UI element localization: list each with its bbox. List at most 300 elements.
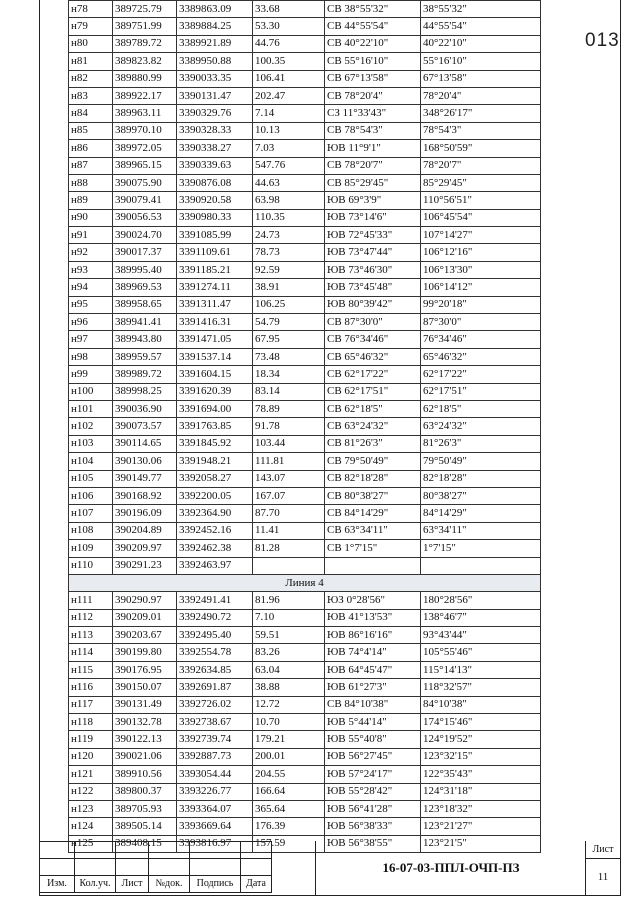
rhumb-cell: ЮВ 80°39'42" <box>325 296 421 313</box>
x-cell: 389910.56 <box>113 766 177 783</box>
point-cell: н100 <box>69 383 113 400</box>
azimuth-cell: 62°17'22" <box>421 366 541 383</box>
point-cell: н81 <box>69 53 113 70</box>
sheet-box <box>585 841 620 895</box>
distance-cell: 157.59 <box>253 835 325 852</box>
point-cell: н108 <box>69 522 113 539</box>
y-cell: 3389863.09 <box>177 1 253 18</box>
table-row <box>69 470 541 487</box>
rhumb-cell: СВ 62°18'5" <box>325 400 421 417</box>
table-row <box>69 140 541 157</box>
point-cell: н86 <box>69 140 113 157</box>
table-row <box>69 748 541 765</box>
x-cell: 390130.06 <box>113 453 177 470</box>
rhumb-cell: ЮВ 55°40'8" <box>325 731 421 748</box>
table-row <box>69 627 541 644</box>
x-cell: 389705.93 <box>113 800 177 817</box>
x-cell: 389751.99 <box>113 18 177 35</box>
point-cell: н102 <box>69 418 113 435</box>
sheet-label: Лист <box>586 841 620 859</box>
distance-cell: 106.25 <box>253 296 325 313</box>
point-cell: н111 <box>69 592 113 609</box>
point-cell: н85 <box>69 122 113 139</box>
distance-cell: 38.88 <box>253 679 325 696</box>
rhumb-cell: ЮВ 73°46'30" <box>325 261 421 278</box>
table-row <box>69 122 541 139</box>
table-row <box>69 174 541 191</box>
point-cell: н112 <box>69 609 113 626</box>
stamp-label-ndok: №док. <box>149 876 190 893</box>
x-cell: 390021.06 <box>113 748 177 765</box>
distance-cell: 7.03 <box>253 140 325 157</box>
x-cell: 389969.53 <box>113 279 177 296</box>
distance-cell <box>253 557 325 574</box>
distance-cell: 100.35 <box>253 53 325 70</box>
point-cell: н78 <box>69 1 113 18</box>
distance-cell: 38.91 <box>253 279 325 296</box>
section-title: Линия 4 <box>69 574 541 591</box>
y-cell: 3391471.05 <box>177 331 253 348</box>
point-cell: н98 <box>69 348 113 365</box>
table-row <box>69 522 541 539</box>
x-cell: 389941.41 <box>113 314 177 331</box>
x-cell: 389725.79 <box>113 1 177 18</box>
rhumb-cell: ЮВ 56°27'45" <box>325 748 421 765</box>
y-cell: 3391604.15 <box>177 366 253 383</box>
azimuth-cell: 55°16'10" <box>421 53 541 70</box>
rhumb-cell: СВ 62°17'51" <box>325 383 421 400</box>
x-cell: 390122.13 <box>113 731 177 748</box>
distance-cell: 24.73 <box>253 227 325 244</box>
rhumb-cell: СВ 63°34'11" <box>325 522 421 539</box>
y-cell: 3391948.21 <box>177 453 253 470</box>
point-cell: н122 <box>69 783 113 800</box>
table-row <box>69 157 541 174</box>
distance-cell: 7.14 <box>253 105 325 122</box>
rhumb-cell: СВ 81°26'3" <box>325 435 421 452</box>
distance-cell: 63.04 <box>253 661 325 678</box>
table-row <box>69 279 541 296</box>
coordinates-table-body <box>69 1 541 853</box>
distance-cell: 44.63 <box>253 174 325 191</box>
x-cell: 389922.17 <box>113 87 177 104</box>
point-cell: н109 <box>69 540 113 557</box>
table-row <box>69 644 541 661</box>
distance-cell: 83.26 <box>253 644 325 661</box>
y-cell: 3391311.47 <box>177 296 253 313</box>
azimuth-cell: 62°18'5" <box>421 400 541 417</box>
point-cell: н96 <box>69 314 113 331</box>
x-cell: 389958.65 <box>113 296 177 313</box>
y-cell: 3390920.58 <box>177 192 253 209</box>
point-cell: н91 <box>69 227 113 244</box>
y-cell: 3392691.87 <box>177 679 253 696</box>
x-cell: 389970.10 <box>113 122 177 139</box>
table-row <box>69 731 541 748</box>
azimuth-cell: 99°20'18" <box>421 296 541 313</box>
table-row <box>69 679 541 696</box>
point-cell: н113 <box>69 627 113 644</box>
x-cell: 390196.09 <box>113 505 177 522</box>
stamp-label-list: Лист <box>116 876 149 893</box>
table-row <box>69 592 541 609</box>
azimuth-cell: 80°38'27" <box>421 487 541 504</box>
rhumb-cell: ЮВ 73°47'44" <box>325 244 421 261</box>
x-cell: 389800.37 <box>113 783 177 800</box>
distance-cell: 103.44 <box>253 435 325 452</box>
y-cell: 3389921.89 <box>177 35 253 52</box>
distance-cell: 106.41 <box>253 70 325 87</box>
rhumb-cell: ЮВ 11°9'1" <box>325 140 421 157</box>
y-cell: 3392200.05 <box>177 487 253 504</box>
point-cell: н117 <box>69 696 113 713</box>
point-cell: н115 <box>69 661 113 678</box>
y-cell: 3390339.63 <box>177 157 253 174</box>
rhumb-cell: СВ 67°13'58" <box>325 70 421 87</box>
x-cell: 389998.25 <box>113 383 177 400</box>
x-cell: 390291.23 <box>113 557 177 574</box>
table-row <box>69 70 541 87</box>
distance-cell: 33.68 <box>253 1 325 18</box>
rhumb-cell: ЮВ 61°27'3" <box>325 679 421 696</box>
distance-cell: 7.10 <box>253 609 325 626</box>
point-cell: н118 <box>69 714 113 731</box>
point-cell: н88 <box>69 174 113 191</box>
rhumb-cell: СВ 79°50'49" <box>325 453 421 470</box>
point-cell: н101 <box>69 400 113 417</box>
point-cell: н103 <box>69 435 113 452</box>
rhumb-cell: СВ 84°10'38" <box>325 696 421 713</box>
distance-cell: 83.14 <box>253 383 325 400</box>
rhumb-cell: ЮВ 86°16'16" <box>325 627 421 644</box>
x-cell: 389505.14 <box>113 818 177 835</box>
x-cell: 390079.41 <box>113 192 177 209</box>
distance-cell: 81.96 <box>253 592 325 609</box>
table-row <box>69 661 541 678</box>
azimuth-cell: 118°32'57" <box>421 679 541 696</box>
x-cell: 390204.89 <box>113 522 177 539</box>
rhumb-cell: СВ 62°17'22" <box>325 366 421 383</box>
y-cell: 3391085.99 <box>177 227 253 244</box>
x-cell: 390024.70 <box>113 227 177 244</box>
azimuth-cell: 123°32'15" <box>421 748 541 765</box>
x-cell: 390075.90 <box>113 174 177 191</box>
x-cell: 389965.15 <box>113 157 177 174</box>
y-cell: 3392364.90 <box>177 505 253 522</box>
document-code: 16-07-03-ППЛ-ОЧП-ПЗ <box>315 841 586 895</box>
y-cell: 3391763.85 <box>177 418 253 435</box>
table-row <box>69 714 541 731</box>
x-cell: 390132.78 <box>113 714 177 731</box>
y-cell: 3389884.25 <box>177 18 253 35</box>
x-cell: 390114.65 <box>113 435 177 452</box>
distance-cell: 167.07 <box>253 487 325 504</box>
stamp-label-kol-uch: Кол.уч. <box>75 876 116 893</box>
azimuth-cell <box>421 557 541 574</box>
point-cell: н80 <box>69 35 113 52</box>
y-cell: 3390328.33 <box>177 122 253 139</box>
title-block <box>39 841 620 895</box>
x-cell: 390149.77 <box>113 470 177 487</box>
azimuth-cell: 82°18'28" <box>421 470 541 487</box>
rhumb-cell: СВ 82°18'28" <box>325 470 421 487</box>
table-row <box>69 487 541 504</box>
distance-cell: 202.47 <box>253 87 325 104</box>
rhumb-cell: ЮВ 55°28'42" <box>325 783 421 800</box>
table-row <box>69 87 541 104</box>
y-cell: 3390131.47 <box>177 87 253 104</box>
point-cell: н110 <box>69 557 113 574</box>
azimuth-cell: 122°35'43" <box>421 766 541 783</box>
azimuth-cell: 1°7'15" <box>421 540 541 557</box>
rhumb-cell: ЮВ 56°38'33" <box>325 818 421 835</box>
y-cell: 3391694.00 <box>177 400 253 417</box>
table-row <box>69 766 541 783</box>
table-row <box>69 244 541 261</box>
table-row <box>69 696 541 713</box>
distance-cell: 10.13 <box>253 122 325 139</box>
azimuth-cell: 84°10'38" <box>421 696 541 713</box>
azimuth-cell: 115°14'13" <box>421 661 541 678</box>
y-cell: 3390876.08 <box>177 174 253 191</box>
x-cell: 389408.15 <box>113 835 177 852</box>
rhumb-cell: СВ 63°24'32" <box>325 418 421 435</box>
point-cell: н90 <box>69 209 113 226</box>
distance-cell: 10.70 <box>253 714 325 731</box>
rhumb-cell: СВ 44°55'54" <box>325 18 421 35</box>
azimuth-cell: 106°14'12" <box>421 279 541 296</box>
rhumb-cell: СВ 84°14'29" <box>325 505 421 522</box>
x-cell: 390168.92 <box>113 487 177 504</box>
section-row <box>69 574 541 591</box>
x-cell: 390131.49 <box>113 696 177 713</box>
x-cell: 390209.01 <box>113 609 177 626</box>
azimuth-cell: 79°50'49" <box>421 453 541 470</box>
distance-cell: 204.55 <box>253 766 325 783</box>
y-cell: 3392887.73 <box>177 748 253 765</box>
table-row <box>69 418 541 435</box>
stamp-label-podpis: Подпись <box>190 876 241 893</box>
distance-cell: 200.01 <box>253 748 325 765</box>
distance-cell: 78.73 <box>253 244 325 261</box>
rhumb-cell: ЮВ 64°45'47" <box>325 661 421 678</box>
distance-cell: 176.39 <box>253 818 325 835</box>
point-cell: н97 <box>69 331 113 348</box>
distance-cell: 365.64 <box>253 800 325 817</box>
rhumb-cell: СВ 85°29'45" <box>325 174 421 191</box>
azimuth-cell: 107°14'27" <box>421 227 541 244</box>
table-row <box>69 557 541 574</box>
x-cell: 390290.97 <box>113 592 177 609</box>
table-row <box>69 783 541 800</box>
x-cell: 390209.97 <box>113 540 177 557</box>
rhumb-cell: СВ 40°22'10" <box>325 35 421 52</box>
azimuth-cell: 76°34'46" <box>421 331 541 348</box>
rhumb-cell: ЮВ 5°44'14" <box>325 714 421 731</box>
x-cell: 389789.72 <box>113 35 177 52</box>
x-cell: 390199.80 <box>113 644 177 661</box>
y-cell: 3392490.72 <box>177 609 253 626</box>
stamp-label-data: Дата <box>241 876 272 893</box>
azimuth-cell: 348°26'17" <box>421 105 541 122</box>
x-cell: 390017.37 <box>113 244 177 261</box>
distance-cell: 78.89 <box>253 400 325 417</box>
rhumb-cell: ЮВ 57°24'17" <box>325 766 421 783</box>
point-cell: н114 <box>69 644 113 661</box>
x-cell: 389943.80 <box>113 331 177 348</box>
x-cell: 389959.57 <box>113 348 177 365</box>
rhumb-cell: ЮВ 56°38'55" <box>325 835 421 852</box>
azimuth-cell: 105°55'46" <box>421 644 541 661</box>
y-cell: 3393669.64 <box>177 818 253 835</box>
point-cell: н123 <box>69 800 113 817</box>
azimuth-cell: 174°15'46" <box>421 714 541 731</box>
rhumb-cell: ЮЗ 0°28'56" <box>325 592 421 609</box>
azimuth-cell: 124°19'52" <box>421 731 541 748</box>
y-cell: 3392634.85 <box>177 661 253 678</box>
sheet-number: 11 <box>597 871 609 883</box>
table-row <box>69 505 541 522</box>
y-cell: 3392739.74 <box>177 731 253 748</box>
y-cell: 3391185.21 <box>177 261 253 278</box>
point-cell: н107 <box>69 505 113 522</box>
y-cell: 3392491.41 <box>177 592 253 609</box>
page-stamp-number: 013 <box>585 30 620 51</box>
rhumb-cell: СВ 78°54'3" <box>325 122 421 139</box>
x-cell: 390203.67 <box>113 627 177 644</box>
rhumb-cell: ЮВ 72°45'33" <box>325 227 421 244</box>
x-cell: 390150.07 <box>113 679 177 696</box>
rhumb-cell: ЮВ 73°45'48" <box>325 279 421 296</box>
point-cell: н99 <box>69 366 113 383</box>
rhumb-cell: ЮВ 73°14'6" <box>325 209 421 226</box>
distance-cell: 91.78 <box>253 418 325 435</box>
y-cell: 3392726.02 <box>177 696 253 713</box>
point-cell: н92 <box>69 244 113 261</box>
point-cell: н105 <box>69 470 113 487</box>
table-row <box>69 348 541 365</box>
table-row <box>69 366 541 383</box>
azimuth-cell: 38°55'32" <box>421 1 541 18</box>
x-cell: 389972.05 <box>113 140 177 157</box>
y-cell: 3392463.97 <box>177 557 253 574</box>
table-row <box>69 400 541 417</box>
x-cell: 389989.72 <box>113 366 177 383</box>
point-cell: н121 <box>69 766 113 783</box>
table-row <box>69 1 541 18</box>
distance-cell: 18.34 <box>253 366 325 383</box>
rhumb-cell <box>325 557 421 574</box>
table-row <box>69 296 541 313</box>
table-row <box>69 227 541 244</box>
azimuth-cell: 123°21'27" <box>421 818 541 835</box>
y-cell: 3391109.61 <box>177 244 253 261</box>
table-row <box>69 453 541 470</box>
azimuth-cell: 123°18'32" <box>421 800 541 817</box>
rhumb-cell: СВ 87°30'0" <box>325 314 421 331</box>
y-cell: 3391537.14 <box>177 348 253 365</box>
distance-cell: 12.72 <box>253 696 325 713</box>
azimuth-cell: 67°13'58" <box>421 70 541 87</box>
table-row <box>69 609 541 626</box>
azimuth-cell: 106°45'54" <box>421 209 541 226</box>
azimuth-cell: 106°12'16" <box>421 244 541 261</box>
x-cell: 389823.82 <box>113 53 177 70</box>
rhumb-cell: ЮВ 69°3'9" <box>325 192 421 209</box>
table-row <box>69 209 541 226</box>
rhumb-cell: СЗ 11°33'43" <box>325 105 421 122</box>
x-cell: 389880.99 <box>113 70 177 87</box>
y-cell: 3390980.33 <box>177 209 253 226</box>
x-cell: 390036.90 <box>113 400 177 417</box>
rhumb-cell: СВ 80°38'27" <box>325 487 421 504</box>
distance-cell: 59.51 <box>253 627 325 644</box>
y-cell: 3393364.07 <box>177 800 253 817</box>
stamp-label-izm: Изм. <box>40 876 75 893</box>
point-cell: н94 <box>69 279 113 296</box>
distance-cell: 44.76 <box>253 35 325 52</box>
azimuth-cell: 124°31'18" <box>421 783 541 800</box>
rhumb-cell: СВ 1°7'15" <box>325 540 421 557</box>
azimuth-cell: 93°43'44" <box>421 627 541 644</box>
azimuth-cell: 138°46'7" <box>421 609 541 626</box>
azimuth-cell: 78°20'7" <box>421 157 541 174</box>
azimuth-cell: 168°50'59" <box>421 140 541 157</box>
point-cell: н93 <box>69 261 113 278</box>
distance-cell: 547.76 <box>253 157 325 174</box>
y-cell: 3391620.39 <box>177 383 253 400</box>
azimuth-cell: 40°22'10" <box>421 35 541 52</box>
distance-cell: 11.41 <box>253 522 325 539</box>
x-cell: 390176.95 <box>113 661 177 678</box>
point-cell: н106 <box>69 487 113 504</box>
y-cell: 3391274.11 <box>177 279 253 296</box>
table-row <box>69 35 541 52</box>
distance-cell: 92.59 <box>253 261 325 278</box>
point-cell: н119 <box>69 731 113 748</box>
distance-cell: 73.48 <box>253 348 325 365</box>
point-cell: н79 <box>69 18 113 35</box>
azimuth-cell: 62°17'51" <box>421 383 541 400</box>
table-row <box>69 331 541 348</box>
y-cell: 3392058.27 <box>177 470 253 487</box>
rhumb-cell: ЮВ 41°13'53" <box>325 609 421 626</box>
table-row <box>69 818 541 835</box>
x-cell: 390073.57 <box>113 418 177 435</box>
y-cell: 3392738.67 <box>177 714 253 731</box>
table-row <box>69 435 541 452</box>
azimuth-cell: 44°55'54" <box>421 18 541 35</box>
table-row <box>69 53 541 70</box>
azimuth-cell: 81°26'3" <box>421 435 541 452</box>
distance-cell: 81.28 <box>253 540 325 557</box>
distance-cell: 111.81 <box>253 453 325 470</box>
table-row <box>69 192 541 209</box>
azimuth-cell: 65°46'32" <box>421 348 541 365</box>
rhumb-cell: СВ 76°34'46" <box>325 331 421 348</box>
x-cell: 389995.40 <box>113 261 177 278</box>
azimuth-cell: 180°28'56" <box>421 592 541 609</box>
azimuth-cell: 63°24'32" <box>421 418 541 435</box>
y-cell: 3392462.38 <box>177 540 253 557</box>
distance-cell: 110.35 <box>253 209 325 226</box>
distance-cell: 166.64 <box>253 783 325 800</box>
point-cell: н87 <box>69 157 113 174</box>
rhumb-cell: СВ 78°20'4" <box>325 87 421 104</box>
rhumb-cell: СВ 65°46'32" <box>325 348 421 365</box>
y-cell: 3390338.27 <box>177 140 253 157</box>
y-cell: 3390329.76 <box>177 105 253 122</box>
